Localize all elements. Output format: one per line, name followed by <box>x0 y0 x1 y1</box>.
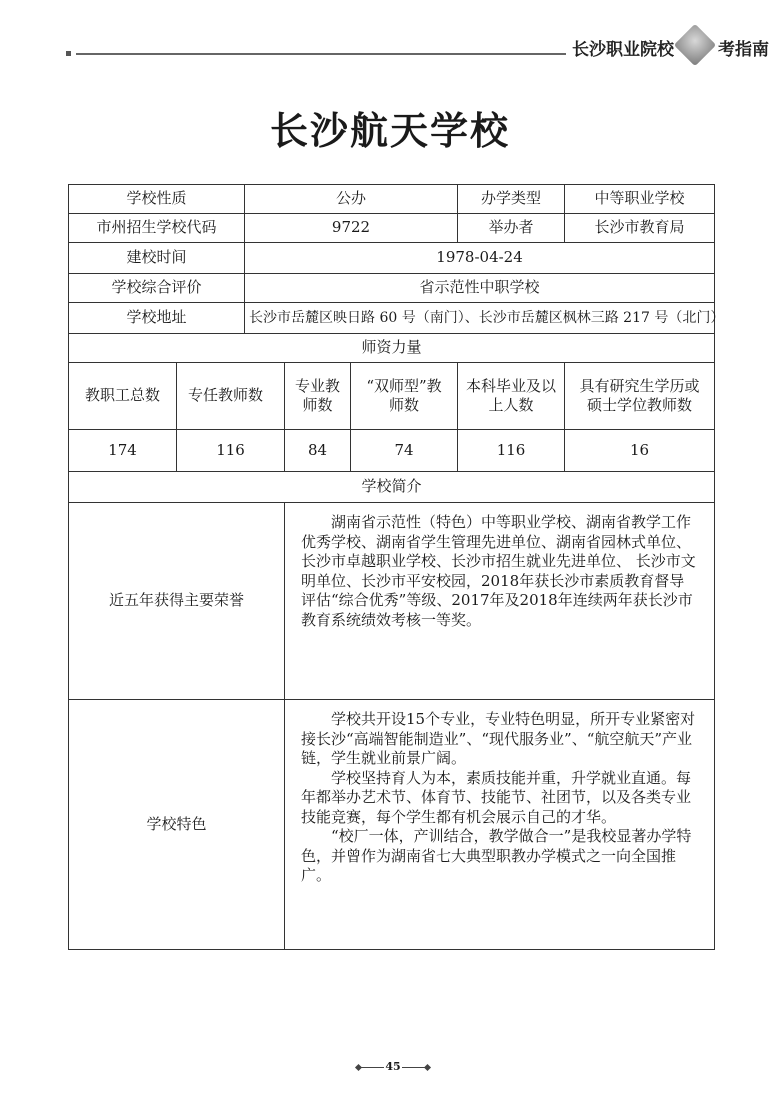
staff-header-total: 教职工总数 <box>69 363 177 430</box>
founded-value: 1978-04-24 <box>245 243 715 274</box>
footer-diamond-right <box>424 1064 431 1071</box>
intro-section-title: 学校简介 <box>69 472 715 503</box>
organizer-label: 举办者 <box>458 214 565 243</box>
row-intro-title <box>69 472 715 503</box>
row-nature <box>69 185 715 214</box>
row-founded <box>69 243 715 274</box>
founded-label: 建校时间 <box>69 243 245 274</box>
nature-value: 公办 <box>245 185 458 214</box>
honors-label: 近五年获得主要荣誉 <box>69 503 285 700</box>
staff-header-fulltime: 专任教师数 <box>177 363 285 430</box>
row-address <box>69 303 715 334</box>
row-rating <box>69 274 715 303</box>
footer-line-right <box>402 1067 426 1068</box>
staff-value-fulltime: 116 <box>177 430 285 472</box>
page-header <box>66 30 769 64</box>
row-features <box>69 700 715 950</box>
staff-section-title: 师资力量 <box>69 334 715 363</box>
address-label: 学校地址 <box>69 303 245 334</box>
code-label: 市州招生学校代码 <box>69 214 245 243</box>
row-staff-headers <box>69 363 715 430</box>
nature-label: 学校性质 <box>69 185 245 214</box>
staff-value-professional: 84 <box>285 430 351 472</box>
header-title-left: 长沙职业院校 <box>572 40 674 60</box>
features-paragraph: 学校坚持育人为本，素质技能并重，升学就业直通。每年都举办艺术节、体育节、技能节、社团节，以及各类专业技能竞赛，每个学生都有机会展示自己的才华。 <box>301 768 692 826</box>
organizer-value: 长沙市教育局 <box>565 214 715 243</box>
staff-value-bachelor: 116 <box>458 430 565 472</box>
staff-value-dual: 74 <box>351 430 458 472</box>
page-number: 45 <box>385 1060 401 1073</box>
row-honors <box>69 503 715 700</box>
page-footer <box>0 1058 780 1078</box>
header-title-right: 考指南 <box>718 40 769 60</box>
honors-paragraph: 湖南省示范性（特色）中等职业学校、湖南省教学工作优秀学校、湖南省学生管理先进单位、湖南省园林式单位、长沙市卓越职业学校、长沙市招生就业先进单位、 长沙市文明单位、长沙市平安校园，2018年获长沙市素质教育督导评估“综合优秀”等级、2017年及2018年连续两年获长沙市教育系统绩效考核一等奖。 <box>301 513 696 629</box>
rating-label: 学校综合评价 <box>69 274 245 303</box>
features-paragraph: 学校共开设15个专业，专业特色明显，所开专业紧密对接长沙“高端智能制造业”、“现代服务业”、“航空航天”产业链，学生就业前景广阔。 <box>301 710 696 767</box>
header-rule <box>76 53 566 55</box>
row-staff-values <box>69 430 715 472</box>
type-value: 中等职业学校 <box>565 185 715 214</box>
type-label: 办学类型 <box>458 185 565 214</box>
header-square-mark <box>66 51 71 56</box>
features-text-cell <box>285 700 715 950</box>
school-info-table <box>68 184 725 950</box>
staff-header-dual: “双师型”教师数 <box>351 363 458 430</box>
header-emblem-icon <box>674 24 716 66</box>
staff-header-bachelor: 本科毕业及以上人数 <box>458 363 565 430</box>
address-value: 长沙市岳麓区映日路 60 号（南门）、长沙市岳麓区枫林三路 217 号（北门） <box>245 303 715 334</box>
honors-text-cell <box>285 503 715 700</box>
row-code <box>69 214 715 243</box>
rating-value: 省示范性中职学校 <box>245 274 715 303</box>
code-value: 9722 <box>245 214 458 243</box>
footer-line-left <box>360 1067 384 1068</box>
features-paragraph: “校厂一体，产训结合，教学做合一”是我校显著办学特色，并曾作为湖南省七大典型职教办学模式之一向全国推广。 <box>301 827 692 884</box>
staff-header-graduate: 具有研究生学历或硕士学位教师数 <box>565 363 715 430</box>
staff-value-graduate: 16 <box>565 430 715 472</box>
staff-header-professional: 专业教师数 <box>285 363 351 430</box>
staff-value-total: 174 <box>69 430 177 472</box>
page-title: 长沙航天学校 <box>269 108 510 153</box>
features-label: 学校特色 <box>69 700 285 950</box>
row-staff-title <box>69 334 715 363</box>
